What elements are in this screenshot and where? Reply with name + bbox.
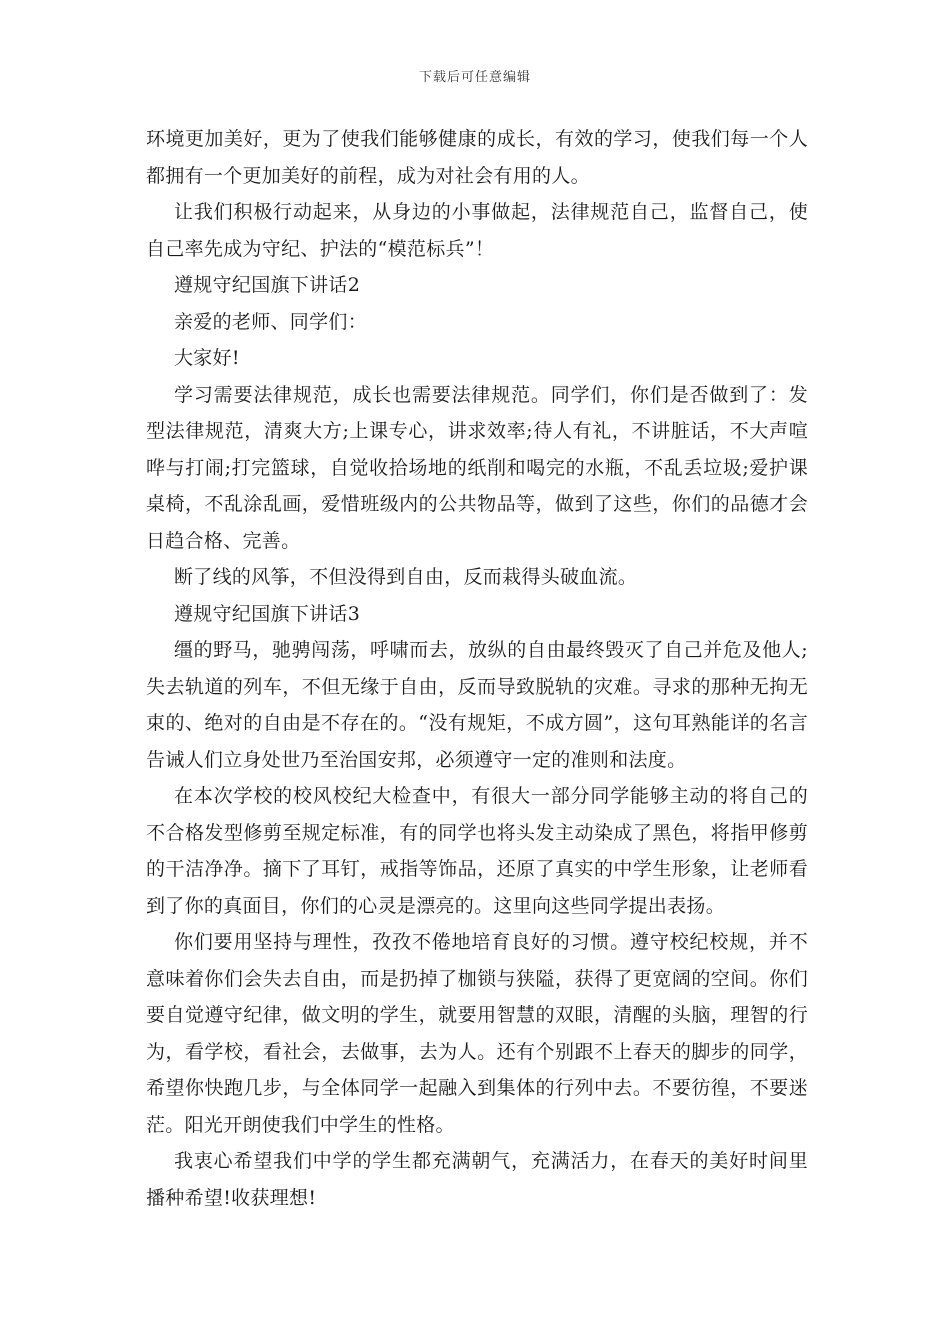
paragraph: 环境更加美好，更为了使我们能够健康的成长，有效的学习，使我们每一个人都拥有一个更加美好的前程，成为对社会有用的人。 (146, 128, 808, 187)
document-body (146, 121, 808, 1216)
paragraph: 我衷心希望我们中学的学生都充满朝气，充满活力，在春天的美好时间里播种希望!收获理想! (146, 1150, 808, 1209)
section-title: 遵规守纪国旗下讲话2 (174, 274, 361, 296)
paragraph: 让我们积极行动起来，从身边的小事做起，法律规范自己，监督自己，使自己率先成为守纪、护法的“模范标兵”！ (146, 201, 808, 260)
salutation: 亲爱的老师、同学们： (174, 310, 368, 333)
paragraph: 学习需要法律规范，成长也需要法律规范。同学们，你们是否做到了：发型法律规范，清爽大方;上课专心，讲求效率;待人有礼，不讲脏话，不大声喧哗与打闹;打完篮球，自觉收拾场地的纸削和喝完的水瓶，不乱丢垃圾;爱护课桌椅，不乱涂乱画，爱惜班级内的公共物品等，做到了这些，你们的品德才会日趋合格、完善。 (146, 383, 808, 552)
greeting: 大家好! (174, 347, 240, 369)
paragraph: 你们要用坚持与理性，孜孜不倦地培育良好的习惯。遵守校纪校规，并不意味着你们会失去自由，而是扔掉了枷锁与狭隘，获得了更宽阔的空间。你们要自觉遵守纪律，做文明的学生，就要用智慧的双眼，清醒的头脑，理智的行为，看学校，看社会，去做事，去为人。还有个别跟不上春天的脚步的同学，希望你快跑几步，与全体同学一起融入到集体的行列中去。不要彷徨，不要迷茫。阳光开朗使我们中学生的性格。 (146, 931, 808, 1136)
paragraph: 在本次学校的校风校纪大检查中，有很大一部分同学能够主动的将自己的不合格发型修剪至规定标准，有的同学也将头发主动染成了黑色，将指甲修剪的干洁净净。摘下了耳钉，戒指等饰品，还原了真实的中学生形象，让老师看到了你的真面目，你们的心灵是漂亮的。这里向这些同学提出表扬。 (146, 785, 808, 917)
paragraph: 缰的野马，驰骋闯荡，呼啸而去，放纵的自由最终毁灭了自己并危及他人;失去轨道的列车，不但无缘于自由，反而导致脱轨的灾难。寻求的那种无拘无束的、绝对的自由是不存在的。“没有规矩，不成方圆”，这句耳熟能详的名言告诫人们立身处世乃至治国安邦，必须遵守一定的准则和法度。 (146, 639, 808, 771)
section-title: 遵规守纪国旗下讲话3 (174, 602, 361, 625)
page-header: 下载后可任意编辑 (418, 70, 531, 85)
paragraph: 断了线的风筝，不但没得到自由，反而栽得头破血流。 (174, 566, 638, 588)
